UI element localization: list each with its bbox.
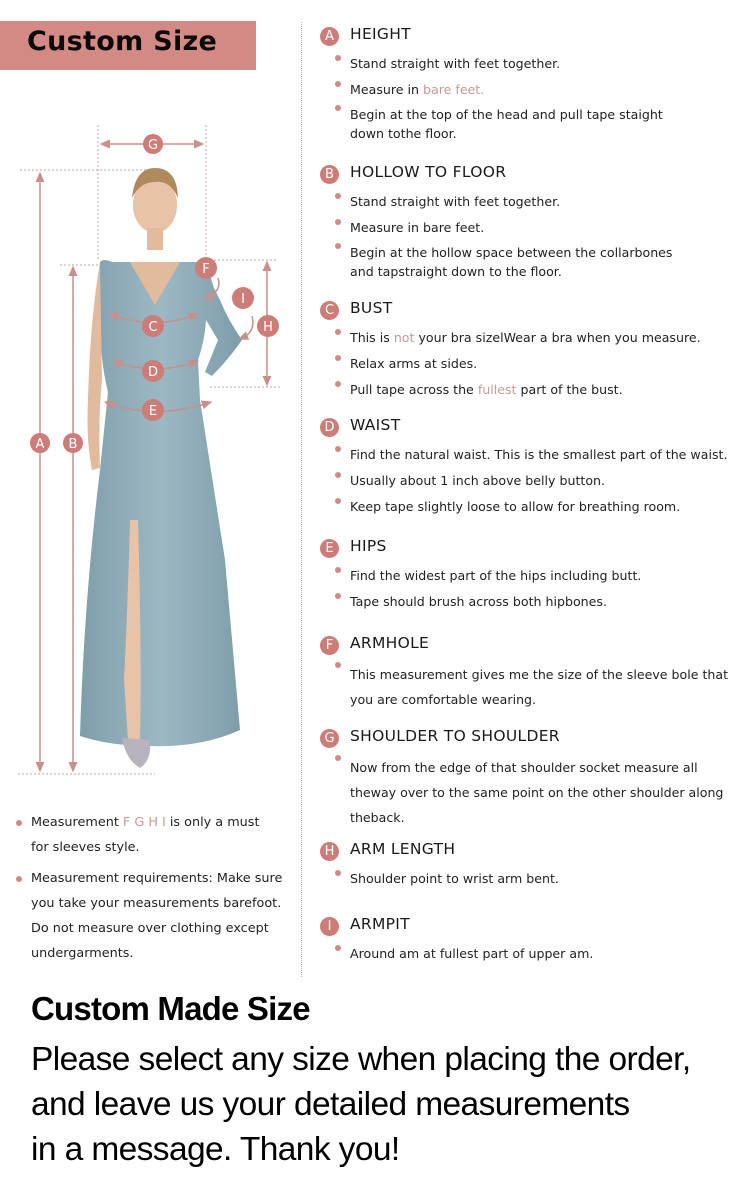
bullet: [320, 446, 745, 463]
section-shoulder-to-shoulder: [320, 727, 745, 830]
bullet-text: Pull tape across the: [350, 382, 478, 397]
label-g: [143, 134, 163, 154]
label-h-text: H: [263, 320, 273, 335]
badge-c-icon: C: [320, 301, 339, 320]
label-c-text: C: [148, 320, 158, 335]
label-g-text: G: [147, 138, 159, 153]
note-text: for sleeves style.: [31, 840, 140, 855]
measurement-figure: [0, 110, 300, 790]
label-b-text: B: [68, 437, 78, 452]
bullet-text: you are comfortable wearing.: [350, 692, 537, 707]
label-e-text: E: [148, 404, 158, 419]
bullet-text: This is: [350, 330, 394, 345]
bullet-text: Stand straight with feet together.: [350, 56, 561, 71]
badge-h-icon: H: [320, 842, 339, 861]
section-title: HEIGHT: [350, 25, 411, 43]
badge-g-icon: G: [320, 729, 339, 748]
footer-line: and leave us your detailed measurements: [31, 1086, 630, 1123]
bullet: [320, 870, 745, 887]
badge-i-icon: I: [320, 917, 339, 936]
model-photo: [80, 168, 242, 768]
bullet-text: and tapstraight down to the floor.: [350, 264, 562, 279]
column-divider: [301, 22, 302, 977]
bullet-text: theback.: [350, 810, 405, 825]
section-title: WAIST: [350, 416, 401, 434]
bullet-text: Around am at fullest part of upper am.: [350, 946, 594, 961]
bullet-text: Begin at the top of the head and pull tape staight: [350, 107, 663, 122]
bullet: [320, 219, 745, 236]
bullet-text: Tape should brush across both hipbones.: [350, 594, 607, 609]
section-title: HIPS: [350, 537, 387, 555]
section-title: ARM LENGTH: [350, 840, 456, 858]
label-f: [195, 257, 217, 279]
bullet-highlight: bare feet.: [423, 82, 485, 97]
armpit-arrow: [242, 316, 253, 338]
bullet-text: Keep tape slightly loose to allow for breathing room.: [350, 499, 681, 514]
section-armhole: [320, 634, 745, 712]
badge-a-icon: A: [320, 27, 339, 46]
bullet: [320, 567, 745, 584]
page-title: Custom Size: [27, 26, 218, 57]
bullet: [320, 193, 745, 210]
section-hollow-to-floor: [320, 163, 745, 281]
footer-title: Custom Made Size: [31, 990, 310, 1027]
note-text: is only a must: [165, 815, 260, 830]
label-f-text: F: [202, 262, 210, 277]
bullet: [320, 329, 745, 346]
note-text: Do not measure over clothing except: [31, 921, 269, 936]
bullet: [320, 755, 745, 830]
section-armpit: [320, 915, 745, 962]
section-hips: [320, 537, 745, 610]
label-a: [30, 433, 50, 453]
bullet: [320, 498, 745, 515]
bullet: [320, 945, 745, 962]
badge-b-icon: B: [320, 165, 339, 184]
bullet-text: down tothe floor.: [350, 126, 457, 141]
label-i-text: I: [241, 292, 245, 307]
footer-message: [31, 1037, 731, 1172]
section-height: [320, 25, 745, 143]
section-title: ARMHOLE: [350, 634, 430, 652]
note-item: [14, 866, 299, 966]
bullet: [320, 105, 745, 143]
bullet-highlight: fullest: [477, 382, 517, 397]
bullet-highlight: not: [393, 330, 415, 345]
bullet: [320, 243, 745, 281]
bullet-text: Find the natural waist. This is the smallest part of the waist.: [350, 447, 728, 462]
badge-d-icon: D: [320, 418, 339, 437]
label-e: [142, 399, 164, 421]
footer-line: in a message. Thank you!: [31, 1131, 400, 1168]
label-a-text: A: [35, 437, 45, 452]
measurement-notes: [14, 810, 299, 966]
bullet-text: part of the bust.: [516, 382, 623, 397]
label-d-text: D: [147, 365, 159, 380]
note-highlight: F G H I: [122, 815, 166, 830]
bullet-text: Begin at the hollow space between the collarbones: [350, 245, 673, 260]
section-title: BUST: [350, 299, 393, 317]
label-c: [142, 315, 164, 337]
bullet: [320, 55, 745, 72]
bullet-text: This measurement gives me the size of the sleeve bole that: [350, 667, 729, 682]
bullet-text: Usually about 1 inch above belly button.: [350, 473, 606, 488]
bullet-text: your bra sizelWear a bra when you measure.: [414, 330, 701, 345]
bullet-text: Relax arms at sides.: [350, 356, 478, 371]
bullet-text: Now from the edge of that shoulder socket measure all: [350, 760, 698, 775]
bullet-text: Find the widest part of the hips including butt.: [350, 568, 642, 583]
bullet-text: Stand straight with feet together.: [350, 194, 561, 209]
section-bust: [320, 299, 745, 398]
note-text: Measurement: [31, 815, 123, 830]
label-b: [63, 433, 83, 453]
bullet-text: Measure in bare feet.: [350, 220, 485, 235]
footer-line: Please select any size when placing the order,: [31, 1041, 691, 1078]
bullet-text: Measure in: [350, 82, 424, 97]
label-i: [232, 287, 254, 309]
bullet: [320, 662, 745, 712]
bullet: [320, 81, 745, 98]
section-waist: [320, 416, 745, 515]
label-h: [257, 315, 279, 337]
section-title: HOLLOW TO FLOOR: [350, 163, 507, 181]
badge-e-icon: E: [320, 539, 339, 558]
note-item: [14, 810, 299, 860]
bullet: [320, 355, 745, 372]
badge-f-icon: F: [320, 636, 339, 655]
bullet-text: theway over to the same point on the other shoulder along: [350, 785, 724, 800]
bullet: [320, 472, 745, 489]
section-title: SHOULDER TO SHOULDER: [350, 727, 560, 745]
bullet: [320, 381, 745, 398]
label-d: [142, 360, 164, 382]
note-text: you take your measurements barefoot.: [31, 896, 282, 911]
section-arm-length: [320, 840, 745, 887]
bullet-text: Shoulder point to wrist arm bent.: [350, 871, 559, 886]
section-title: ARMPIT: [350, 915, 410, 933]
note-text: Measurement requirements: Make sure: [31, 871, 283, 886]
note-text: undergarments.: [31, 946, 134, 961]
bullet: [320, 593, 745, 610]
